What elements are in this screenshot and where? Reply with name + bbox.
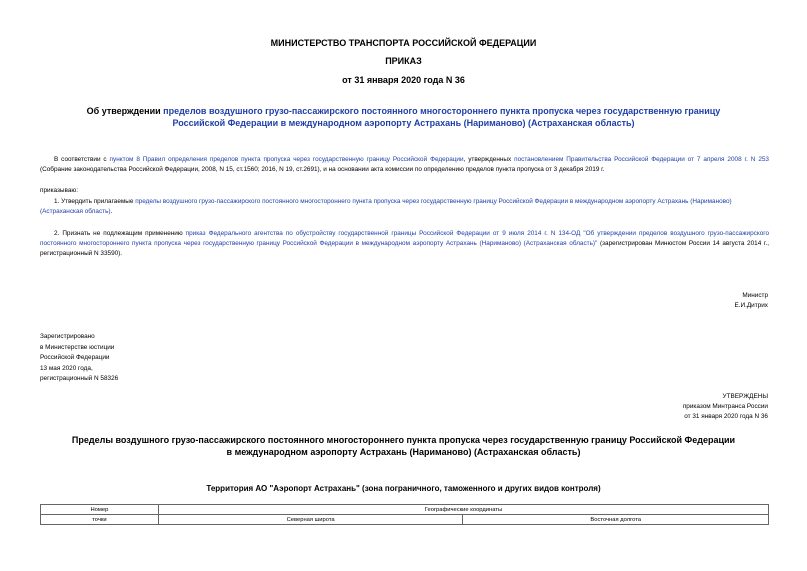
preamble-text-2: , утвержденных	[463, 156, 515, 163]
table-header-row	[41, 505, 769, 515]
point-number-header: Номер	[41, 505, 159, 515]
longitude-header: Восточная долгота	[463, 515, 769, 525]
item-2-paragraph	[40, 229, 769, 259]
approved-line: от 31 января 2020 года N 36	[684, 413, 768, 420]
doc-type-heading: ПРИКАЗ	[385, 56, 422, 66]
signature-name: Е.И.Дитрих	[734, 302, 768, 309]
item-1-paragraph	[40, 197, 769, 217]
limits-link[interactable]: пределы воздушного грузо-пассажирского постоянного многостороннего пункта пропуска через государственную границу Российской Федерации в международном аэропорту Астрахань (Нариманово) (Астраханская область)	[40, 198, 732, 215]
preamble-paragraph	[40, 155, 769, 175]
registration-line: регистрационный N 58326	[40, 375, 119, 382]
title-link[interactable]: пределов воздушного грузо-пассажирского постоянного многостороннего пункта пропуска через государственную границу Российской Федерации в международном аэропорту Астрахань (Нариманово) (Астраханская область)	[163, 106, 721, 128]
approved-block	[683, 392, 768, 422]
point-number-header-2: точки	[41, 515, 159, 525]
approved-line: приказом Минтранса России	[682, 403, 768, 410]
registration-line: в Министерстве юстиции	[40, 343, 115, 351]
item-1-text-1: 1. Утвердить прилагаемые	[54, 198, 136, 205]
registration-line: Российской Федерации	[40, 354, 110, 361]
preamble-text-1: В соответствии с	[54, 156, 110, 163]
doc-date-number: от 31 января 2020 года N 36	[342, 75, 465, 85]
geo-coords-header: Географические координаты	[158, 505, 768, 515]
signature-block	[734, 291, 768, 311]
latitude-header: Северная широта	[158, 515, 463, 525]
approved-line: УТВЕРЖДЕНЫ	[722, 393, 768, 400]
rules-link[interactable]: пунктом 8 Правил определения пределов пункта пропуска через государственную границу Российской Федерации	[109, 156, 464, 163]
coordinates-table	[40, 504, 769, 525]
annex-title: Пределы воздушного грузо-пассажирского постоянного многостороннего пункта пропуска через государственную границу Российской Федерации в международном аэропорту Астрахань (Нариманово) (Астраханская область)	[71, 435, 736, 457]
item-1-text-2: .	[110, 208, 113, 215]
registration-block	[40, 332, 118, 385]
signature-position: Министр	[742, 292, 768, 299]
item-2-text-1: 2. Признать не подлежащим применению	[54, 230, 186, 237]
order-word: приказываю:	[40, 187, 78, 194]
title-prefix: Об утверждении	[86, 106, 164, 116]
item-2-text-2: (зарегистрирован Минюстом России 14 августа 2014 г., регистрационный N 33590).	[40, 240, 769, 257]
government-decree-link[interactable]: постановлением Правительства Российской Федерации от 7 апреля 2008 г. N 253	[514, 156, 769, 163]
ministry-heading: МИНИСТЕРСТВО ТРАНСПОРТА РОССИЙСКОЙ ФЕДЕРАЦИИ	[270, 38, 537, 48]
table-header-row	[41, 515, 769, 525]
registration-line: Зарегистрировано	[40, 333, 95, 340]
agency-order-link[interactable]: приказ Федерального агентства по обустройству государственной границы Российской Федерации от 9 июля 2014 г. N 134-ОД "Об утверждении пределов воздушного грузо-пассажирского постоянного многостороннего пункта пропуска через государственную границу Российской Федерации в международном аэропорту Астрахань (Нариманово) (Астраханская область)"	[40, 230, 770, 247]
document-title	[60, 105, 747, 129]
registration-line: 13 мая 2020 года,	[40, 364, 93, 372]
preamble-text-3: (Собрание законодательства Российской Федерации, 2008, N 15, ст.1560; 2016, N 19, ст.2691), и на основании акта комиссии по определению пределов пункта пропуска от 3 декабря 2019 г.	[40, 166, 605, 173]
territory-title: Территория АО "Аэропорт Астрахань" (зона пограничного, таможенного и других видов контроля)	[206, 484, 601, 493]
